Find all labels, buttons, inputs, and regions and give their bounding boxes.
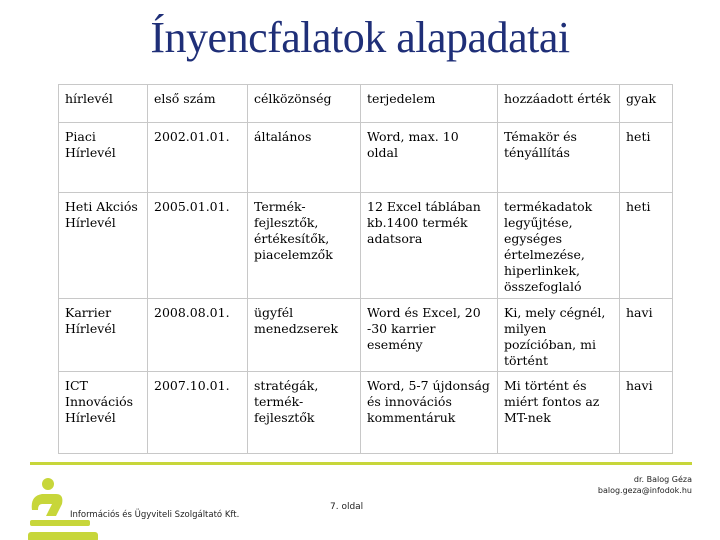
table-cell: ICT Innovációs Hírlevél bbox=[59, 372, 148, 454]
header-cell: első szám bbox=[148, 85, 248, 123]
footer-rule bbox=[30, 462, 692, 465]
header-cell: hozzáadott érték bbox=[498, 85, 620, 123]
table-cell: Word, max. 10 oldal bbox=[361, 123, 498, 193]
table-row bbox=[59, 372, 673, 454]
page-number: 7. oldal bbox=[330, 502, 364, 512]
table-cell: havi bbox=[620, 299, 673, 372]
table-cell: általános bbox=[248, 123, 361, 193]
table-cell: Word és Excel, 20 -30 karrier esemény bbox=[361, 299, 498, 372]
table-cell: 2007.10.01. bbox=[148, 372, 248, 454]
table-cell: Karrier Hírlevél bbox=[59, 299, 148, 372]
header-cell: hírlevél bbox=[59, 85, 148, 123]
table-cell: heti bbox=[620, 193, 673, 299]
table-cell: 2008.08.01. bbox=[148, 299, 248, 372]
table-cell: 2005.01.01. bbox=[148, 193, 248, 299]
table-cell: Word, 5-7 újdonság és innovációs kommentáruk bbox=[361, 372, 498, 454]
table-cell: stratégák, termék-fejlesztők bbox=[248, 372, 361, 454]
table-cell: heti bbox=[620, 123, 673, 193]
table-row bbox=[59, 193, 673, 299]
table-row bbox=[59, 299, 673, 372]
author-name: dr. Balog Géza bbox=[633, 475, 692, 484]
table-cell: Heti Akciós Hírlevél bbox=[59, 193, 148, 299]
table-cell: termékadatok legyűjtése, egységes értelmezése, hiperlinkek, összefoglaló bbox=[498, 193, 620, 299]
table-cell: Termék-fejlesztők, értékesítők, piacelemzők bbox=[248, 193, 361, 299]
header-cell: terjedelem bbox=[361, 85, 498, 123]
author-email: balog.geza@infodok.hu bbox=[597, 486, 692, 495]
table-header-row bbox=[59, 85, 673, 123]
table-cell: Ki, mely cégnél, milyen pozícióban, mi történt bbox=[498, 299, 620, 372]
table-cell: 2002.01.01. bbox=[148, 123, 248, 193]
table-cell: ügyfél menedzserek bbox=[248, 299, 361, 372]
table-cell: 12 Excel táblában kb.1400 termék adatsora bbox=[361, 193, 498, 299]
table-cell: Témakör és tényállítás bbox=[498, 123, 620, 193]
author-credit bbox=[598, 474, 692, 496]
table-row bbox=[59, 123, 673, 193]
company-name: Információs és Ügyviteli Szolgáltató Kft. bbox=[70, 510, 240, 520]
table-cell: Piaci Hírlevél bbox=[59, 123, 148, 193]
header-cell: célközönség bbox=[248, 85, 361, 123]
table-cell: havi bbox=[620, 372, 673, 454]
page-title: Ínyencfalatok alapadatai bbox=[150, 13, 570, 62]
infodok-logo-icon bbox=[26, 470, 116, 540]
table-cell: Mi történt és miért fontos az MT-nek bbox=[498, 372, 620, 454]
newsletter-table bbox=[58, 84, 673, 454]
header-cell: gyak bbox=[620, 85, 673, 123]
